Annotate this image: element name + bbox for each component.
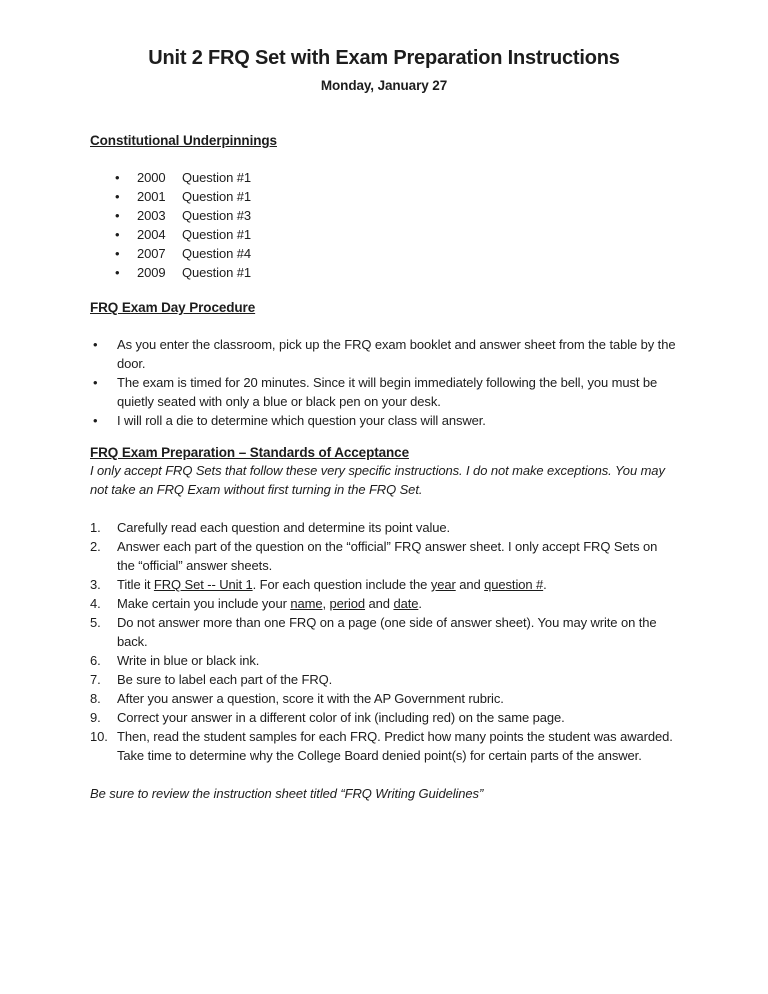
section-heading-constitutional-underpinnings: Constitutional Underpinnings (90, 133, 277, 148)
list-number: 4. (90, 596, 101, 611)
bullet-icon: • (115, 170, 120, 185)
preparation-item (90, 594, 678, 613)
preparation-item (90, 670, 678, 689)
preparation-item (90, 708, 678, 727)
frq-years-list (90, 168, 678, 282)
frq-question-number: Question #1 (182, 227, 252, 242)
text-run: Title it (117, 577, 154, 592)
procedure-item (90, 373, 678, 411)
underlined-text-run: FRQ Set -- Unit 1 (153, 577, 253, 592)
section-frq-exam-day-procedure (90, 299, 678, 430)
list-number: 2. (90, 539, 101, 554)
bullet-icon: • (93, 337, 98, 352)
underlined-text-run: date (393, 596, 419, 611)
preparation-item-text (117, 729, 673, 763)
list-number: 1. (90, 520, 101, 535)
preparation-item-text (117, 672, 332, 687)
preparation-item (90, 651, 678, 670)
frq-year: 2007 (137, 246, 166, 261)
preparation-item (90, 613, 678, 651)
text-run: After you answer a question, score it with the AP Government rubric. (117, 691, 504, 706)
text-run: Be sure to label each part of the FRQ. (117, 672, 333, 687)
standards-intro-text: I only accept FRQ Sets that follow these very specific instructions. I do not make exceptions. You may not take an FRQ Exam without first turning in the FRQ Set. (90, 463, 665, 497)
preparation-item-text (117, 653, 259, 668)
preparation-item-text (117, 615, 656, 649)
preparation-item-text (117, 577, 547, 592)
frq-year-item (90, 225, 678, 244)
frq-year: 2003 (137, 208, 166, 223)
frq-year: 2001 (137, 189, 166, 204)
text-run: and (365, 596, 394, 611)
bullet-icon: • (115, 208, 120, 223)
list-number: 3. (90, 577, 101, 592)
preparation-item-text (117, 520, 450, 535)
text-run: . (418, 596, 422, 611)
text-run: Make certain you include your (117, 596, 291, 611)
exam-preparation-numbered-list (90, 518, 678, 765)
underlined-text-run: period (329, 596, 366, 611)
preparation-item (90, 689, 678, 708)
procedure-item (90, 335, 678, 373)
preparation-item (90, 537, 678, 575)
bullet-icon: • (115, 265, 120, 280)
frq-question-number: Question #1 (182, 170, 252, 185)
section-constitutional-underpinnings (90, 132, 678, 282)
preparation-item-text (117, 691, 504, 706)
frq-question-number: Question #1 (182, 265, 252, 280)
text-run: Write in blue or black ink. (117, 653, 260, 668)
text-run: , (322, 596, 330, 611)
preparation-item (90, 575, 678, 594)
frq-year: 2004 (137, 227, 166, 242)
frq-question-number: Question #4 (182, 246, 252, 261)
text-run: Correct your answer in a different color of ink (including red) on the same page. (117, 710, 565, 725)
list-number: 10. (90, 729, 108, 744)
document-subtitle: Monday, January 27 (320, 78, 448, 93)
bullet-icon: • (93, 413, 98, 428)
exam-day-procedure-list (90, 335, 678, 430)
section-heading-frq-exam-preparation: FRQ Exam Preparation – Standards of Acceptance (90, 445, 409, 460)
procedure-item-text: As you enter the classroom, pick up the FRQ exam booklet and answer sheet from the table by the door. (117, 337, 676, 371)
preparation-item-text (117, 596, 422, 611)
preparation-item (90, 518, 678, 537)
procedure-item-text: I will roll a die to determine which question your class will answer. (117, 413, 486, 428)
frq-question-number: Question #3 (182, 208, 252, 223)
section-frq-exam-preparation (90, 444, 678, 765)
section-heading-frq-exam-day-procedure: FRQ Exam Day Procedure (90, 300, 256, 315)
list-number: 8. (90, 691, 101, 706)
document-title: Unit 2 FRQ Set with Exam Preparation Instructions (148, 47, 620, 69)
procedure-item (90, 411, 678, 430)
frq-question-number: Question #1 (182, 189, 252, 204)
preparation-item-text (117, 710, 565, 725)
frq-year-item (90, 187, 678, 206)
text-run: Do not answer more than one FRQ on a page (one side of answer sheet). You may write on the back. (117, 615, 657, 649)
list-number: 6. (90, 653, 101, 668)
preparation-item (90, 727, 678, 765)
text-run: Carefully read each question and determine its point value. (117, 520, 451, 535)
bullet-icon: • (93, 375, 98, 390)
underlined-text-run: year (430, 577, 456, 592)
text-run: Answer each part of the question on the “official” FRQ answer sheet. I only accept FRQ Sets on the “official” answer sheets. (117, 539, 658, 573)
list-number: 5. (90, 615, 101, 630)
text-run: and (455, 577, 485, 592)
frq-year-item (90, 263, 678, 282)
frq-year-item (90, 206, 678, 225)
bullet-icon: • (115, 246, 120, 261)
underlined-text-run: question # (484, 577, 544, 592)
list-number: 9. (90, 710, 101, 725)
text-run: . (543, 577, 547, 592)
underlined-text-run: name (290, 596, 323, 611)
text-run: Then, read the student samples for each FRQ. Predict how many points the student was awarded. Take time to determine why the College Board denied point(s) for certain parts of the answer. (117, 729, 673, 763)
preparation-item-text (117, 539, 657, 573)
bullet-icon: • (115, 227, 120, 242)
footer-note: Be sure to review the instruction sheet titled “FRQ Writing Guidelines” (90, 786, 484, 801)
frq-year: 2009 (137, 265, 166, 280)
frq-year: 2000 (137, 170, 166, 185)
list-number: 7. (90, 672, 101, 687)
frq-year-item (90, 168, 678, 187)
bullet-icon: • (115, 189, 120, 204)
frq-year-item (90, 244, 678, 263)
procedure-item-text: The exam is timed for 20 minutes. Since it will begin immediately following the bell, you must be quietly seated with only a blue or black pen on your desk. (117, 375, 658, 409)
text-run: . For each question include the (252, 577, 431, 592)
